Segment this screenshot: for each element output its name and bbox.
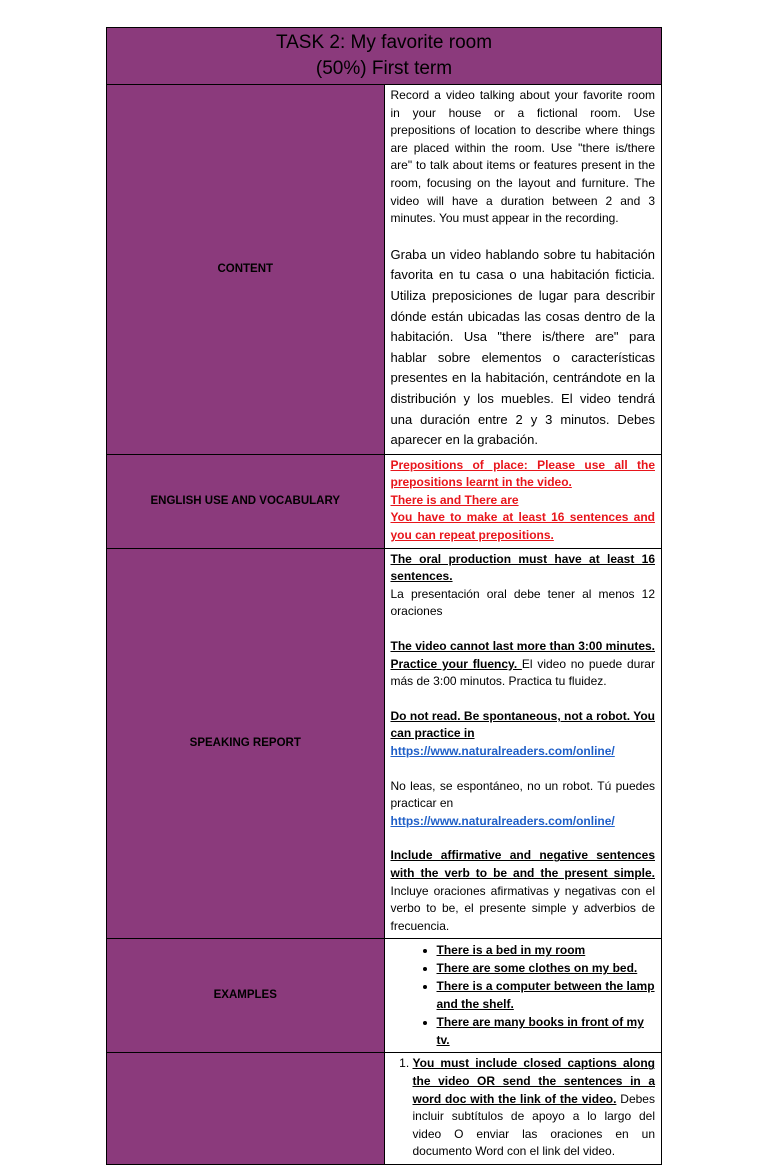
speaking-body	[384, 548, 662, 939]
task-subtitle: (50%) First term	[315, 58, 453, 79]
speaking-duration-rule: The video cannot last more than 3:00 minutes. Practice your fluency.	[390, 639, 655, 671]
examples-body	[384, 939, 662, 1053]
english-line-1: Prepositions of place: Please use all the prepositions learnt in the video.	[390, 457, 655, 490]
speaking-row	[107, 548, 662, 939]
example-item: • There is a computer between the lamp and the shelf.	[437, 977, 656, 1013]
notes-body	[384, 1053, 662, 1165]
captions-es: Debes incluir subtítulos de apoyo a lo largo del video O enviar las oraciones en un documento Word con el link del video.	[412, 1091, 655, 1159]
task-table	[106, 27, 662, 1165]
examples-list	[391, 941, 656, 1049]
speaking-grammar-es: Incluye oraciones afirmativas y negativas con el verbo to be, el presente simple y adverbios de frecuencia.	[390, 883, 655, 933]
content-label: CONTENT	[107, 85, 385, 455]
english-row	[107, 454, 662, 548]
content-row	[107, 85, 662, 455]
speaking-spontaneous-rule: Do not read. Be spontaneous, not a robot. You can practice in	[390, 708, 655, 741]
content-body	[384, 85, 662, 455]
example-item: • There are some clothes on my bed.	[437, 959, 656, 977]
captions-rule: You must include closed captions along the video OR send the sentences in a word doc with the link of the video.	[412, 1056, 655, 1106]
title-cell	[107, 28, 662, 85]
notes-label	[107, 1053, 385, 1165]
speaking-sentences-es: La presentación oral debe tener al menos 12 oraciones	[390, 586, 655, 619]
examples-label: EXAMPLES	[107, 939, 385, 1053]
english-body	[384, 454, 662, 548]
notes-list	[391, 1055, 656, 1161]
english-line-2: There is and There are	[390, 492, 519, 507]
example-item: • There is a bed in my room	[437, 941, 656, 959]
content-english: Record a video talking about your favorite room in your house or a fictional room. Use prepositions of location to describe where things are placed within the room. Use "there is/there are" to talk about items or features present in the room, focusing on the layout and furniture. The video will have a duration between 2 and 3 minutes. You must appear in the recording.	[390, 88, 655, 226]
english-label: ENGLISH USE AND VOCABULARY	[107, 454, 385, 548]
speaking-label: SPEAKING REPORT	[107, 548, 385, 939]
task-title: TASK 2: My favorite room	[275, 32, 493, 53]
english-line-3: You have to make at least 16 sentences and you can repeat prepositions.	[390, 510, 655, 543]
speaking-grammar-rule: Include affirmative and negative sentences with the verb to be and the present simple.	[390, 848, 655, 880]
example-item: • There are many books in front of my tv.	[437, 1013, 656, 1049]
examples-row	[107, 939, 662, 1053]
note-item	[413, 1055, 656, 1161]
content-spanish: Graba un video hablando sobre tu habitación favorita en tu casa o una habitación ficticia. Utiliza preposiciones de lugar para describir dónde están ubicadas las cosas dentro de la habitación. Usa "there is/there are" para hablar sobre elementos o características presentes en la habitación, centrándote en la distribución y los muebles. El video tendrá una duración entre 2 y 3 minutos. Debes aparecer en la grabación.	[390, 246, 655, 448]
speaking-sentences-rule: The oral production must have at least 16 sentences.	[390, 551, 655, 584]
speaking-duration-es: El video no puede durar más de 3:00 minutos. Practica tu fluidez.	[390, 656, 655, 689]
naturalreaders-link-2[interactable]: https://www.naturalreaders.com/online/	[390, 813, 615, 828]
naturalreaders-link-1[interactable]: https://www.naturalreaders.com/online/	[390, 744, 615, 758]
speaking-spontaneous-es: No leas, se espontáneo, no un robot. Tú puedes practicar en	[390, 778, 655, 811]
notes-row	[107, 1053, 662, 1165]
